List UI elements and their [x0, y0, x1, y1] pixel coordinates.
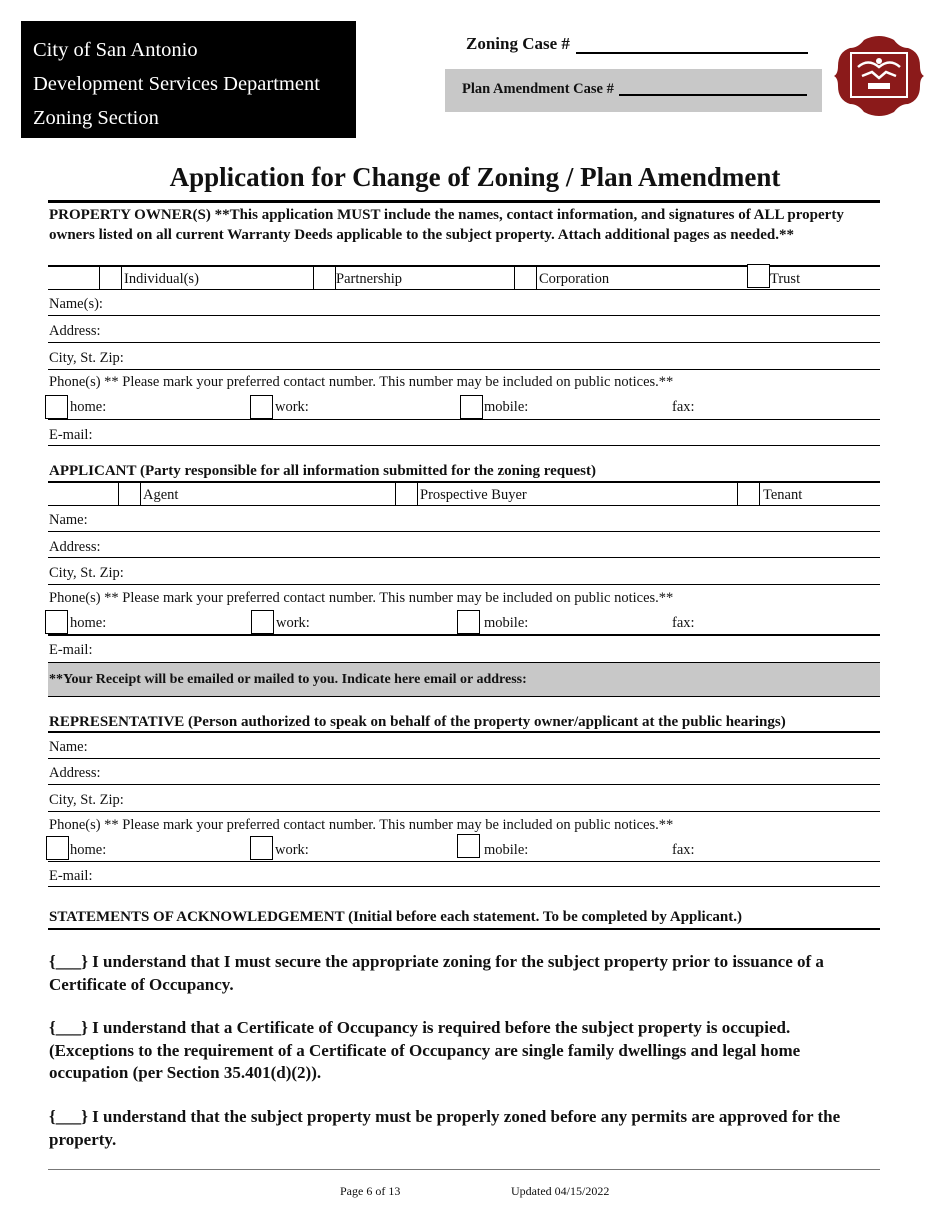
owner-email-line[interactable] [48, 445, 880, 446]
owner-city-label: City, St. Zip: [49, 350, 124, 366]
zoning-case-blank[interactable] [576, 38, 808, 54]
rep-name-label: Name: [49, 739, 88, 755]
applicant-agent-label: Agent [143, 487, 179, 503]
acknowledgement-heading-rule [48, 928, 880, 930]
row-rule [48, 634, 880, 636]
representative-heading-rule [48, 731, 880, 733]
section-name: Zoning Section [33, 107, 159, 129]
applicant-mobile-checkbox[interactable] [457, 610, 480, 634]
applicant-address-line[interactable] [48, 557, 880, 558]
receipt-note-label: **Your Receipt will be emailed or mailed to you. Indicate here email or address: [49, 672, 527, 687]
city-seal-icon [834, 34, 924, 118]
owner-phone-note: Phone(s) ** Please mark your preferred contact number. This number may be included on public notices.** [49, 374, 674, 390]
rep-email-line[interactable] [48, 886, 880, 887]
applicant-name-label: Name: [49, 512, 88, 528]
applicant-address-label: Address: [49, 539, 101, 555]
rep-address-line[interactable] [48, 784, 880, 785]
owner-fax-label: fax: [672, 399, 695, 415]
plan-amendment-blank[interactable] [619, 81, 807, 96]
rep-address-label: Address: [49, 765, 101, 781]
representative-section-heading: REPRESENTATIVE (Person authorized to speak on behalf of the property owner/applicant at the public hearings) [49, 714, 786, 730]
title-divider [48, 200, 880, 203]
statement-2: {___} I understand that a Certificate of Occupancy is required before the subject property is occupied. (Exceptions to the requirement of a Certificate of Occupancy are single family dwellings and legal home occupation (per Section 35.401(d)(2)). [49, 1018, 801, 1082]
footer-divider [48, 1169, 880, 1170]
statement-3: {___} I understand that the subject property must be properly zoned before any permits are approved for the property. [49, 1107, 841, 1149]
rep-home-checkbox[interactable] [46, 836, 69, 860]
owner-address-label: Address: [49, 323, 101, 339]
owner-section-heading: PROPERTY OWNER(S) **This application MUST include the names, contact information, and signatures of ALL property owners listed on all current Warranty Deeds applicable to the subject property. Attach additional pages as needed.** [49, 207, 844, 243]
owner-address-line[interactable] [48, 342, 880, 343]
statement-1: {___} I understand that I must secure the appropriate zoning for the subject property prior to issuance of a Certificate of Occupancy. [49, 952, 824, 994]
owner-name-label: Name(s): [49, 296, 103, 312]
city-name: City of San Antonio [33, 39, 198, 61]
owner-corporation-label: Corporation [539, 271, 610, 287]
rep-mobile-label: mobile: [484, 842, 529, 858]
acknowledgement-heading: STATEMENTS OF ACKNOWLEDGEMENT (Initial before each statement. To be completed by Applicant.) [49, 909, 742, 925]
row-rule [48, 505, 880, 506]
applicant-section-heading: APPLICANT (Party responsible for all information submitted for the zoning request) [49, 463, 596, 479]
row-rule [48, 861, 880, 862]
rep-phone-note: Phone(s) ** Please mark your preferred contact number. This number may be included on public notices.** [49, 817, 674, 833]
owner-home-label: home: [70, 399, 107, 415]
page-number: Page 6 of 13 [340, 1184, 401, 1198]
applicant-tenant-label: Tenant [763, 487, 803, 503]
department-name: Development Services Department [33, 73, 320, 95]
applicant-phone-note: Phone(s) ** Please mark your preferred contact number. This number may be included on public notices.** [49, 590, 674, 606]
owner-work-checkbox[interactable] [250, 395, 273, 419]
owner-partnership-checkbox[interactable] [313, 266, 336, 290]
updated-date: Updated 04/15/2022 [511, 1184, 610, 1198]
rep-city-line[interactable] [48, 811, 880, 812]
applicant-buyer-label: Prospective Buyer [420, 487, 527, 503]
rep-work-checkbox[interactable] [250, 836, 273, 860]
receipt-note-field[interactable] [48, 662, 880, 697]
owner-mobile-checkbox[interactable] [460, 395, 483, 419]
department-header [21, 21, 356, 138]
applicant-buyer-checkbox[interactable] [395, 482, 418, 506]
zoning-case-label: Zoning Case # [466, 34, 570, 53]
rep-city-label: City, St. Zip: [49, 792, 124, 808]
owner-trust-checkbox[interactable] [747, 264, 770, 288]
applicant-city-line[interactable] [48, 584, 880, 585]
owner-email-label: E-mail: [49, 427, 93, 443]
applicant-fax-label: fax: [672, 615, 695, 631]
rep-fax-label: fax: [672, 842, 695, 858]
zoning-case-field [466, 34, 808, 54]
owner-home-checkbox[interactable] [45, 395, 68, 419]
applicant-agent-checkbox[interactable] [118, 482, 141, 506]
page-title: Application for Change of Zoning / Plan Amendment [169, 162, 781, 192]
owner-trust-label: Trust [770, 271, 801, 287]
plan-amendment-field [445, 69, 822, 112]
owner-individual-checkbox[interactable] [99, 266, 122, 290]
owner-corporation-checkbox[interactable] [514, 266, 537, 290]
applicant-email-label: E-mail: [49, 642, 93, 658]
applicant-name-line[interactable] [48, 531, 880, 532]
owner-individual-label: Individual(s) [124, 271, 199, 287]
applicant-mobile-label: mobile: [484, 615, 529, 631]
rep-mobile-checkbox[interactable] [457, 834, 480, 858]
owner-work-label: work: [275, 399, 309, 415]
applicant-tenant-checkbox[interactable] [737, 482, 760, 506]
rep-name-line[interactable] [48, 758, 880, 759]
row-rule [48, 289, 880, 290]
applicant-home-label: home: [70, 615, 107, 631]
applicant-home-checkbox[interactable] [45, 610, 68, 634]
owner-name-line[interactable] [48, 315, 880, 316]
plan-amendment-label: Plan Amendment Case # [462, 81, 614, 97]
owner-partnership-label: Partnership [336, 271, 403, 287]
owner-mobile-label: mobile: [484, 399, 529, 415]
row-rule [48, 419, 880, 420]
applicant-work-checkbox[interactable] [251, 610, 274, 634]
owner-city-line[interactable] [48, 369, 880, 370]
rep-email-label: E-mail: [49, 868, 93, 884]
applicant-city-label: City, St. Zip: [49, 565, 124, 581]
rep-home-label: home: [70, 842, 107, 858]
applicant-work-label: work: [276, 615, 310, 631]
rep-work-label: work: [275, 842, 309, 858]
